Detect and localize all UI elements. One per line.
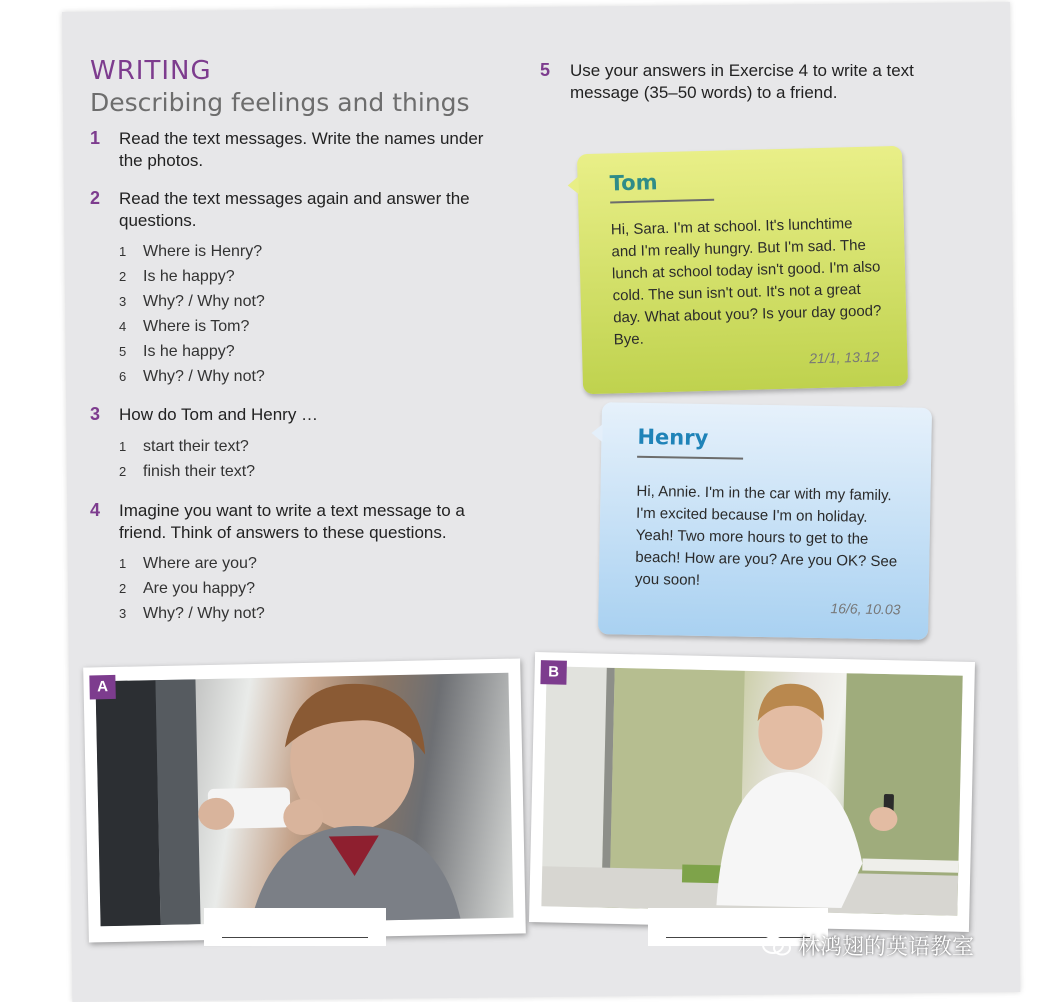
instruction-3-text: How do Tom and Henry … bbox=[119, 405, 319, 424]
tom-message-bubble bbox=[577, 146, 908, 394]
name-underline bbox=[610, 199, 714, 204]
bubble-tail bbox=[567, 176, 578, 194]
answer-line bbox=[222, 937, 368, 938]
question-4-2: 2 Are you happy? bbox=[119, 580, 256, 597]
instruction-3-number: 3 bbox=[90, 404, 101, 424]
question-2-5: 5 Is he happy? bbox=[119, 343, 235, 360]
question-2-4: 4 Where is Tom? bbox=[119, 318, 250, 335]
photo-a-image bbox=[95, 673, 513, 927]
tom-message-text: Hi, Sara. I'm at school. It's lunchtime and I'm really hungry. But I'm sad. The lunch at school today isn't good. I'm also cold. The sun isn't out. It's not a great day. What about you? Is your day good? Bye. bbox=[610, 215, 882, 349]
photo-a bbox=[83, 658, 526, 942]
instruction-4-text: Imagine you want to write a text message to a friend. Think of answers to these questions. bbox=[119, 501, 465, 542]
instruction-2-text: Read the text messages again and answer the questions. bbox=[119, 189, 470, 230]
bubble-tail bbox=[591, 424, 602, 442]
photo-b bbox=[529, 652, 975, 932]
henry-message-time: 16/6, 10.03 bbox=[830, 600, 901, 618]
instruction-1-number: 1 bbox=[90, 128, 101, 148]
section-heading: WRITING bbox=[90, 56, 212, 86]
wechat-icon bbox=[762, 935, 792, 957]
henry-message-bubble bbox=[598, 402, 932, 640]
photo-a-tag: A bbox=[89, 675, 115, 700]
instruction-4-number: 4 bbox=[90, 500, 101, 520]
boy-at-school-illustration bbox=[541, 666, 962, 915]
instruction-5-text: Use your answers in Exercise 4 to write a text message (35–50 words) to a friend. bbox=[570, 61, 914, 102]
henry-message-text: Hi, Annie. I'm in the car with my family. I'm excited because I'm on holiday. Yeah! Two more hours to get to the beach! How are you? Are you OK? See you soon! bbox=[634, 482, 898, 589]
question-2-6: 6 Why? / Why not? bbox=[119, 368, 265, 385]
boy-in-car-illustration bbox=[95, 673, 513, 927]
question-3-2: 2 finish their text? bbox=[119, 463, 256, 480]
instruction-1-text: Read the text messages. Write the names under the photos. bbox=[119, 129, 484, 170]
tom-name: Tom bbox=[609, 170, 658, 196]
photo-b-tag: B bbox=[540, 660, 567, 685]
instruction-2-number: 2 bbox=[90, 188, 101, 208]
instruction-5-number: 5 bbox=[540, 60, 551, 80]
watermark-text: 林鸿翅的英语教室 bbox=[798, 935, 975, 960]
section-subheading: Describing feelings and things bbox=[90, 88, 470, 117]
question-4-1: 1 Where are you? bbox=[119, 555, 257, 572]
name-underline bbox=[637, 456, 743, 460]
watermark bbox=[762, 930, 974, 961]
photo-b-image bbox=[541, 666, 962, 915]
question-4-3: 3 Why? / Why not? bbox=[119, 605, 265, 622]
question-2-3: 3 Why? / Why not? bbox=[119, 293, 265, 310]
question-3-1: 1 start their text? bbox=[119, 438, 249, 455]
tom-message-time: 21/1, 13.12 bbox=[809, 348, 880, 367]
question-2-2: 2 Is he happy? bbox=[119, 268, 235, 285]
henry-name: Henry bbox=[637, 424, 709, 450]
question-2-1: 1 Where is Henry? bbox=[119, 243, 263, 260]
photo-a-answer-field[interactable] bbox=[204, 908, 386, 946]
